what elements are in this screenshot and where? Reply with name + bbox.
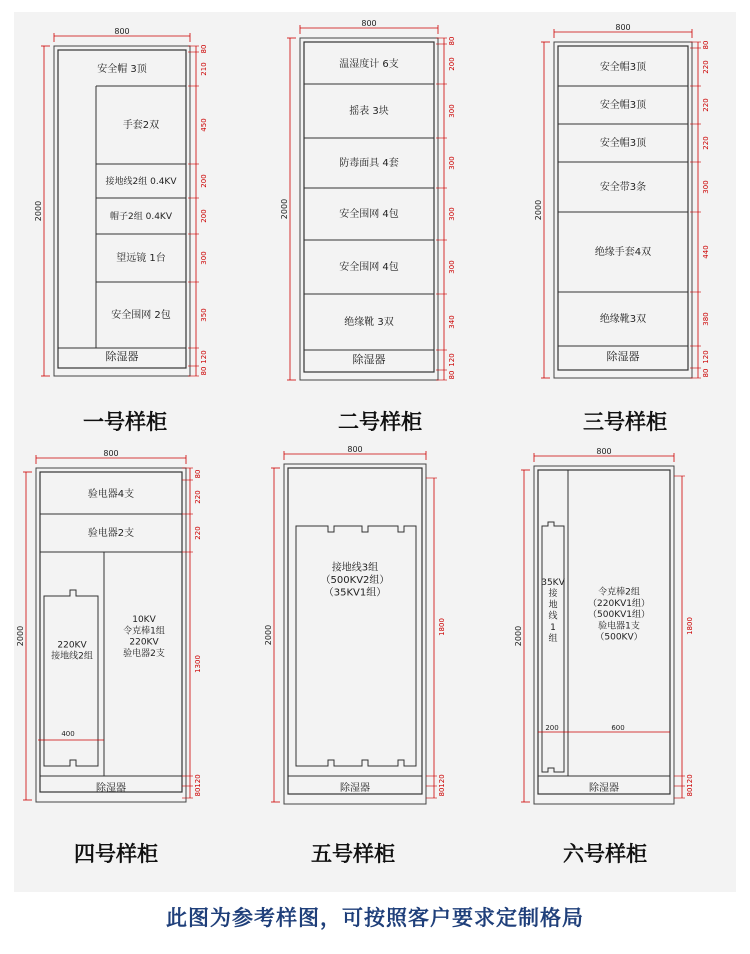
cab4-width-dim-label: 800 (103, 448, 119, 458)
cab6-compartment-2: 除湿器 (589, 783, 619, 794)
cab3-rdim-label-0: 80 (702, 40, 710, 50)
cab6-height-dim-label: 2000 (513, 625, 523, 647)
cab4-rdim-label-1: 220 (194, 490, 202, 504)
cab3-rdim-label-3: 220 (702, 136, 710, 150)
cab4-compartment-3: 10KV 令克棒1组 220KV 验电器2支 (123, 614, 165, 659)
cab6-width-dim-label: 800 (596, 446, 612, 456)
cab1-rdim-label-4: 200 (200, 209, 208, 223)
cab3-rdim-label-2: 220 (702, 98, 710, 112)
cab3-width-dim-label: 800 (615, 22, 631, 32)
cab4-rdim-label-5: 80 (194, 787, 202, 797)
cab1-compartment-3: 帽子2组 0.4KV (110, 211, 172, 222)
cab4-compartment-2: 220KV 接地线2组 (51, 639, 93, 662)
cab4-inner-dim-label: 400 (61, 730, 75, 738)
cab3-compartment-2: 安全帽3顶 (599, 138, 647, 149)
cab1-rdim-label-6: 350 (200, 308, 208, 322)
cab1-compartment-5: 安全围网 2包 (111, 310, 171, 321)
cab2-rdim-label-0: 80 (448, 36, 456, 46)
cab2-compartment-4: 安全围网 4包 (339, 262, 399, 273)
cab2-compartment-3: 安全围网 4包 (339, 209, 399, 220)
cabinet-title-4: 四号样柜 (74, 842, 158, 866)
cab4-rdim-label-2: 220 (194, 526, 202, 540)
cab1-height-dim-label: 2000 (33, 200, 43, 222)
cab4-compartment-1: 验电器2支 (87, 528, 135, 539)
cab6-compartment-1: 令克棒2组（220KV1组）（500KV1组）验电器1支（500KV） (588, 587, 650, 642)
cab3-rdim-label-7: 120 (702, 350, 710, 364)
cab5-height-dim-label: 2000 (263, 624, 273, 646)
cab3-compartment-4: 绝缘手套4双 (594, 247, 652, 258)
cab3-compartment-6: 除湿器 (606, 350, 640, 363)
cabinet-title-2: 二号样柜 (338, 410, 422, 434)
cab5-rdim-label-1: 120 (438, 774, 446, 788)
cab4-height-dim-label: 2000 (15, 625, 25, 647)
cab6-inner-dim-label-1: 600 (611, 724, 625, 732)
cab1-rdim-label-2: 450 (200, 118, 208, 132)
cab2-rdim-label-4: 300 (448, 207, 456, 221)
cab2-rdim-label-6: 340 (448, 315, 456, 329)
cab2-compartment-0: 温湿度计 6支 (339, 59, 399, 70)
cab6-inner-dim-label-0: 200 (545, 724, 559, 732)
cab1-rdim-label-8: 80 (200, 366, 208, 376)
cab4-rdim-label-3: 1300 (194, 655, 202, 673)
cab5-rdim-label-2: 80 (438, 787, 446, 797)
cab3-rdim-label-1: 220 (702, 60, 710, 74)
cab2-compartment-6: 除湿器 (352, 353, 386, 366)
cab2-compartment-1: 摇表 3块 (349, 106, 389, 117)
cab3-compartment-1: 安全帽3顶 (599, 100, 647, 111)
cabinet-title-3: 三号样柜 (583, 410, 667, 434)
cab2-rdim-label-7: 120 (448, 353, 456, 367)
cab3-rdim-label-4: 300 (702, 180, 710, 194)
cab4-rdim-label-0: 80 (194, 469, 202, 479)
cab1-compartment-1: 手套2双 (122, 120, 160, 131)
cab2-rdim-label-1: 200 (448, 57, 456, 71)
cab6-compartment-0: 35KV 接地线 1 组 (541, 577, 565, 644)
cab5-outer (284, 464, 426, 804)
cab5-compartment-1: 除湿器 (340, 783, 370, 794)
cab6-rdim-label-1: 120 (686, 774, 694, 788)
cab2-height-dim-label: 2000 (279, 198, 289, 220)
cab2-width-dim-label: 800 (361, 18, 377, 28)
cab3-rdim-label-8: 80 (702, 368, 710, 378)
cab5-body (288, 468, 422, 794)
cab2-compartment-5: 绝缘靴 3双 (344, 317, 394, 328)
caption-text: 此图为参考样图，可按照客户要求定制格局 (166, 906, 584, 930)
cab6-rdim-label-0: 1800 (686, 617, 694, 635)
cab1-compartment-4: 望远镜 1台 (116, 253, 166, 264)
cab3-rdim-label-5: 440 (702, 245, 710, 259)
cab1-rdim-label-0: 80 (200, 44, 208, 54)
cab6-holder (542, 522, 564, 772)
cab2-rdim-label-5: 300 (448, 260, 456, 274)
cab3-compartment-3: 安全带3条 (599, 182, 647, 193)
cab4-rdim-label-4: 120 (194, 774, 202, 788)
cab2-rdim-label-3: 300 (448, 156, 456, 170)
cab1-compartment-2: 接地线2组 0.4KV (105, 176, 177, 187)
cab1-rdim-label-3: 200 (200, 174, 208, 188)
cab6-rdim-label-2: 80 (686, 787, 694, 797)
cabinet-title-1: 一号样柜 (83, 410, 167, 434)
cab1-rdim-label-1: 210 (200, 62, 208, 76)
cab1-rdim-label-7: 120 (200, 350, 208, 364)
cab5-compartment-0: 接地线3组（500KV2组）（35KV1组） (320, 562, 390, 599)
cab1-rdim-label-5: 300 (200, 251, 208, 265)
cab2-rdim-label-8: 80 (448, 370, 456, 380)
cab2-compartment-2: 防毒面具 4套 (339, 158, 399, 169)
cab5-width-dim-label: 800 (347, 444, 363, 454)
cab2-rdim-label-2: 300 (448, 104, 456, 118)
cab3-rdim-label-6: 380 (702, 312, 710, 326)
cab4-compartment-0: 验电器4支 (87, 489, 135, 500)
cab1-compartment-0: 安全帽 3顶 (97, 64, 147, 75)
cabinet-title-5: 五号样柜 (311, 842, 395, 866)
cab3-compartment-5: 绝缘靴3双 (599, 314, 647, 325)
cab1-width-dim-label: 800 (114, 26, 130, 36)
cab3-outer (554, 42, 692, 378)
cabinet-title-6: 六号样柜 (563, 842, 647, 866)
cab1-compartment-6: 除湿器 (105, 350, 139, 363)
cab4-compartment-4: 除湿器 (96, 783, 126, 794)
cab3-compartment-0: 安全帽3顶 (599, 62, 647, 73)
cab5-rdim-label-0: 1800 (438, 618, 446, 636)
cab3-height-dim-label: 2000 (533, 199, 543, 221)
